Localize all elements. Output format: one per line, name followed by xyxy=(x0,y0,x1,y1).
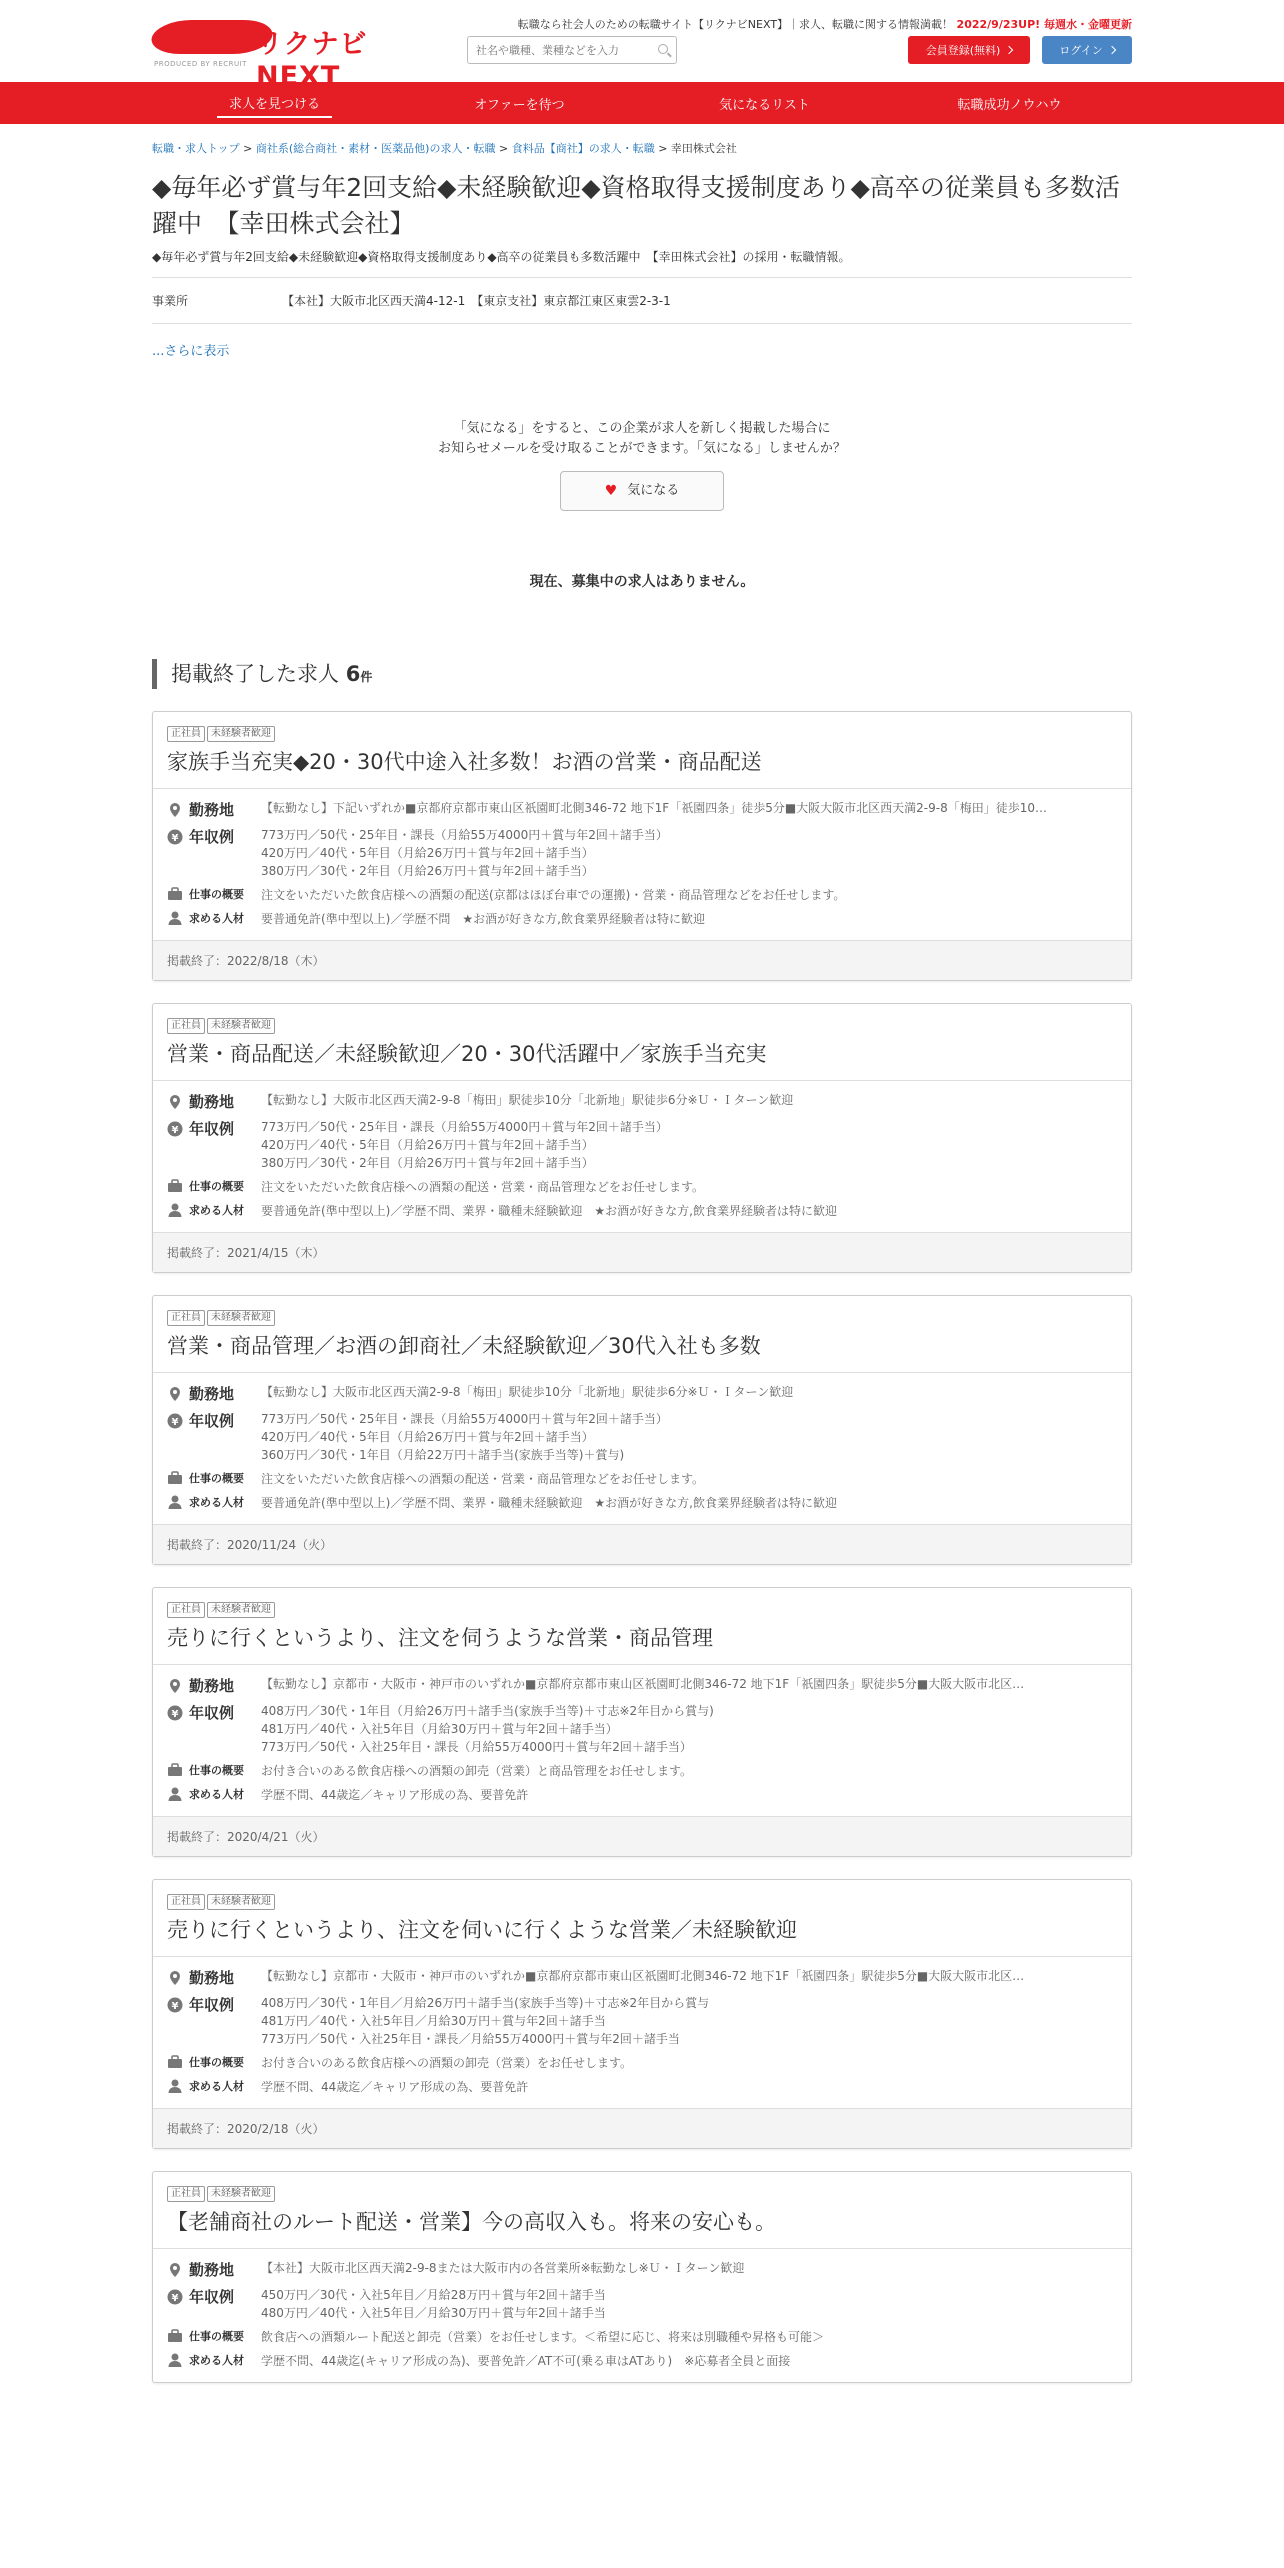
nav-item-favorites[interactable] xyxy=(642,82,887,124)
requirements-label-text: 求める人材 xyxy=(189,1496,244,1509)
briefcase-icon xyxy=(167,2054,183,2070)
breadcrumb-separator: > xyxy=(654,142,671,155)
yen-icon xyxy=(167,1705,183,1721)
yen-icon xyxy=(167,2289,183,2305)
job-card[interactable] xyxy=(152,1003,1132,1273)
yen-icon xyxy=(167,1121,183,1137)
work-label xyxy=(167,886,261,902)
svg-text:¥: ¥ xyxy=(171,2000,179,2012)
breadcrumb-link-top[interactable]: 転職・求人トップ xyxy=(152,142,240,155)
salary-value xyxy=(261,1702,714,1756)
ended-jobs-unit: 件 xyxy=(360,670,373,684)
requirements-label xyxy=(167,1202,261,1218)
requirements-label-text: 求める人材 xyxy=(189,912,244,925)
salary-row xyxy=(167,1118,1117,1172)
requirements-label-text: 求める人材 xyxy=(189,2354,244,2367)
salary-label xyxy=(167,1994,261,2015)
job-card-body xyxy=(153,789,1131,940)
location-label-text: 勤務地 xyxy=(189,801,235,819)
yen-icon xyxy=(167,1997,183,2013)
map-pin-icon xyxy=(167,1386,183,1402)
requirements-label-text: 求める人材 xyxy=(189,1788,244,1801)
work-row xyxy=(167,886,1117,904)
job-card-header xyxy=(153,1296,1131,1373)
salary-label xyxy=(167,1410,261,1431)
follow-button-label: 気になる xyxy=(627,483,680,498)
ended-jobs-count: 6 xyxy=(345,662,361,686)
heart-icon: ♥ xyxy=(604,483,618,499)
svg-text:¥: ¥ xyxy=(171,832,179,844)
job-title[interactable]: 売りに行くというより、注文を伺いに行くような営業／未経験歓迎 xyxy=(167,1918,797,1942)
job-card[interactable] xyxy=(152,1879,1132,2149)
breadcrumb-separator: > xyxy=(239,142,256,155)
salary-row xyxy=(167,1410,1117,1464)
briefcase-icon xyxy=(167,1470,183,1486)
work-row xyxy=(167,1470,1117,1488)
employment-type-tag: 正社員 xyxy=(167,1018,205,1034)
logo-subtext: PRODUCED BY RECRUIT xyxy=(154,60,247,68)
inexperienced-welcome-tag: 未経験者歓迎 xyxy=(207,726,275,742)
work-row xyxy=(167,2054,1117,2072)
location-label xyxy=(167,1383,261,1404)
header-tagline xyxy=(518,16,1132,32)
tagline-text: 転職なら社会人のための転職サイト【リクナビNEXT】｜求人、転職に関する情報満載！ xyxy=(517,18,954,31)
job-title[interactable]: 【老舗商社のルート配送・営業】今の高収入も。将来の安心も。 xyxy=(167,2210,776,2234)
salary-value xyxy=(261,2286,606,2322)
svg-text:¥: ¥ xyxy=(171,1416,179,1428)
work-label xyxy=(167,1762,261,1778)
job-ended-date: 掲載終了：2021/4/15（木） xyxy=(153,1232,1131,1272)
work-value: 注文をいただいた飲食店様への酒類の配送(京都はほぼ台車での運搬)・営業・商品管理などをお任せします。 xyxy=(261,888,846,902)
salary-label-text: 年収例 xyxy=(189,1704,235,1722)
inexperienced-welcome-tag: 未経験者歓迎 xyxy=(207,1310,275,1326)
work-value: 注文をいただいた飲食店様への酒類の配送・営業・商品管理などをお任せします。 xyxy=(261,1472,705,1486)
show-more-link[interactable]: ...さらに表示 xyxy=(152,344,230,359)
job-card-header xyxy=(153,1004,1131,1081)
work-label xyxy=(167,1178,261,1194)
salary-line: 408万円／30代・1年目／月給26万円＋諸手当(家族手当等)＋寸志※2年目から賞与 xyxy=(261,1996,710,2010)
location-label-text: 勤務地 xyxy=(189,2261,235,2279)
job-title[interactable]: 家族手当充実◆20・30代中途入社多数！お酒の営業・商品配送 xyxy=(167,750,762,774)
inexperienced-welcome-tag: 未経験者歓迎 xyxy=(207,2186,275,2202)
job-card-body xyxy=(153,1373,1131,1524)
breadcrumb-current: 幸田株式会社 xyxy=(670,142,737,155)
no-jobs-message: 現在、募集中の求人はありません。 xyxy=(529,574,755,590)
inexperienced-welcome-tag: 未経験者歓迎 xyxy=(207,1894,275,1910)
job-card-body xyxy=(153,1957,1131,2108)
yen-icon xyxy=(167,1413,183,1429)
requirements-label xyxy=(167,2352,261,2368)
salary-line: 773万円／50代・25年目・課長（月給55万4000円＋賞与年2回＋諸手当） xyxy=(261,1412,668,1426)
job-card-body xyxy=(153,1665,1131,1816)
nav-item-label: 求人を見つける xyxy=(217,89,332,118)
logo-text: リクナビNEXT xyxy=(256,29,368,92)
salary-label-text: 年収例 xyxy=(189,1120,235,1138)
location-label-text: 勤務地 xyxy=(189,1385,235,1403)
briefcase-icon xyxy=(167,1178,183,1194)
job-card[interactable] xyxy=(152,711,1132,981)
salary-line: 420万円／40代・5年目（月給26万円＋賞与年2回＋諸手当） xyxy=(261,846,594,860)
employment-type-tag: 正社員 xyxy=(167,726,205,742)
location-value: 【転勤なし】京都市・大阪市・神戸市のいずれか■京都府京都市東山区祇園町北側346-72 地下1F「祇園四条」駅徒歩5分■大阪大阪市北区… xyxy=(261,1969,1025,1983)
search-input[interactable] xyxy=(468,37,648,63)
employment-type-tag: 正社員 xyxy=(167,2186,205,2202)
job-title[interactable]: 売りに行くというより、注文を伺うような営業・商品管理 xyxy=(167,1626,713,1650)
work-label xyxy=(167,1470,261,1486)
site-header xyxy=(152,0,1132,92)
work-label-text: 仕事の概要 xyxy=(189,2056,244,2069)
ended-jobs-title: 掲載終了した求人 xyxy=(171,662,339,686)
svg-text:¥: ¥ xyxy=(171,1124,179,1136)
breadcrumb-link-food[interactable]: 食料品【商社】の求人・転職 xyxy=(511,142,655,155)
work-value: 飲食店への酒類ルート配送と卸売（営業）をお任せします。＜希望に応じ、将来は別職種や昇格も可能＞ xyxy=(261,2330,825,2344)
salary-value xyxy=(261,826,668,880)
salary-label xyxy=(167,826,261,847)
salary-row xyxy=(167,2286,1117,2322)
login-label: ログイン xyxy=(1059,44,1103,57)
work-label-text: 仕事の概要 xyxy=(189,2330,244,2343)
employment-type-tag: 正社員 xyxy=(167,1894,205,1910)
site-logo[interactable] xyxy=(152,16,402,92)
person-icon xyxy=(167,1494,183,1510)
map-pin-icon xyxy=(167,1970,183,1986)
requirements-row xyxy=(167,1786,1117,1804)
salary-line: 481万円／40代・入社5年目／月給30万円＋賞与年2回＋諸手当 xyxy=(261,2014,606,2028)
main-nav xyxy=(0,82,1284,124)
requirements-row xyxy=(167,1494,1117,1512)
salary-line: 360万円／30代・1年目（月給22万円＋諸手当(家族手当等)＋賞与) xyxy=(261,1448,625,1462)
briefcase-icon xyxy=(167,2328,183,2344)
salary-line: 420万円／40代・5年目（月給26万円＋賞与年2回＋諸手当） xyxy=(261,1430,594,1444)
location-value: 【転勤なし】京都市・大阪市・神戸市のいずれか■京都府京都市東山区祇園町北側346-72 地下1F「祇園四条」駅徒歩5分■大阪大阪市北区… xyxy=(261,1677,1025,1691)
nav-item-find-jobs[interactable] xyxy=(152,82,397,124)
job-title[interactable]: 営業・商品配送／未経験歓迎／20・30代活躍中／家族手当充実 xyxy=(167,1042,767,1066)
employment-type-tag: 正社員 xyxy=(167,1310,205,1326)
login-button[interactable] xyxy=(1042,36,1132,64)
requirements-label xyxy=(167,2078,261,2094)
location-row xyxy=(167,2259,1117,2280)
job-card[interactable] xyxy=(152,2171,1132,2383)
register-button[interactable] xyxy=(908,36,1030,64)
work-label-text: 仕事の概要 xyxy=(189,1764,244,1777)
job-ended-date: 掲載終了：2020/2/18（火） xyxy=(153,2108,1131,2148)
follow-text-line1: 「気になる」をすると、この企業が求人を新しく掲載した場合に xyxy=(453,421,831,436)
requirements-value: 学歴不問、44歳迄／キャリア形成の為、要普免許 xyxy=(261,1788,529,1802)
location-value: 【本社】大阪市北区西天満2-9-8または大阪市内の各営業所※転勤なし※Ｕ・Ｉターン歓迎 xyxy=(261,2261,745,2275)
salary-label xyxy=(167,1118,261,1139)
follow-box xyxy=(152,419,1132,511)
job-card-body xyxy=(153,2249,1131,2382)
location-label-text: 勤務地 xyxy=(189,1677,235,1695)
work-row xyxy=(167,1762,1117,1780)
map-pin-icon xyxy=(167,1678,183,1694)
location-label-text: 勤務地 xyxy=(189,1093,235,1111)
requirements-value: 要普通免許(準中型以上)／学歴不問、業界・職種未経験歓迎 ★お酒が好きな方,飲食業界経験者は特に歓迎 xyxy=(261,1496,837,1510)
follow-button[interactable] xyxy=(560,471,724,511)
job-tags xyxy=(167,1310,1117,1326)
job-card[interactable] xyxy=(152,1587,1132,1857)
follow-text-line2: お知らせメールを受け取ることができます。「気になる」しませんか？ xyxy=(438,441,846,456)
inexperienced-welcome-tag: 未経験者歓迎 xyxy=(207,1018,275,1034)
work-label-text: 仕事の概要 xyxy=(189,1180,244,1193)
requirements-value: 要普通免許(準中型以上)／学歴不問 ★お酒が好きな方,飲食業界経験者は特に歓迎 xyxy=(261,912,705,926)
work-value: 注文をいただいた飲食店様への酒類の配送・営業・商品管理などをお任せします。 xyxy=(261,1180,705,1194)
salary-line: 481万円／40代・入社5年目（月給30万円＋賞与年2回＋諸手当） xyxy=(261,1722,618,1736)
breadcrumb-link-trading[interactable]: 商社系(総合商社・素材・医薬品他)の求人・転職 xyxy=(255,142,496,155)
job-list xyxy=(152,711,1132,2383)
salary-label-text: 年収例 xyxy=(189,828,235,846)
job-ended-date: 掲載終了：2022/8/18（木） xyxy=(153,940,1131,980)
work-label xyxy=(167,2054,261,2070)
chevron-right-icon xyxy=(1005,46,1013,54)
search-box xyxy=(467,36,677,64)
salary-line: 450万円／30代・入社5年目／月給28万円＋賞与年2回＋諸手当 xyxy=(261,2288,606,2302)
map-pin-icon xyxy=(167,1094,183,1110)
nav-item-wait-offer[interactable] xyxy=(397,82,642,124)
yen-icon xyxy=(167,829,183,845)
location-value: 【転勤なし】下記いずれか■京都府京都市東山区祇園町北側346-72 地下1F「祇園四条」徒歩5分■大阪大阪市北区西天満2-9-8「梅田」徒歩10… xyxy=(261,801,1048,815)
requirements-row xyxy=(167,2078,1117,2096)
person-icon xyxy=(167,1202,183,1218)
work-value: お付き合いのある飲食店様への酒類の卸売（営業）をお任せします。 xyxy=(261,2056,633,2070)
salary-line: 773万円／50代・入社25年目・課長／月給55万4000円＋賞与年2回＋諸手当 xyxy=(261,2032,680,2046)
location-value: 【転勤なし】大阪市北区西天満2-9-8「梅田」駅徒歩10分「北新地」駅徒歩6分※Ｕ・Ｉターン歓迎 xyxy=(261,1093,794,1107)
work-row xyxy=(167,1178,1117,1196)
person-icon xyxy=(167,2352,183,2368)
breadcrumb-separator: > xyxy=(495,142,512,155)
person-icon xyxy=(167,910,183,926)
requirements-value: 学歴不問、44歳迄／キャリア形成の為、要普免許 xyxy=(261,2080,529,2094)
location-row xyxy=(167,1675,1117,1696)
requirements-row xyxy=(167,1202,1117,1220)
job-tags xyxy=(167,1602,1117,1618)
nav-item-label: 気になるリスト xyxy=(719,97,810,113)
salary-line: 773万円／50代・25年目・課長（月給55万4000円＋賞与年2回＋諸手当） xyxy=(261,1120,668,1134)
work-label-text: 仕事の概要 xyxy=(189,1472,244,1485)
job-ended-date: 掲載終了：2020/11/24（火） xyxy=(153,1524,1131,1564)
job-tags xyxy=(167,726,1117,742)
salary-line: 420万円／40代・5年目（月給26万円＋賞与年2回＋諸手当） xyxy=(261,1138,594,1152)
work-value: お付き合いのある飲食店様への酒類の卸売（営業）と商品管理をお任せします。 xyxy=(261,1764,693,1778)
requirements-row xyxy=(167,2352,1117,2370)
location-row xyxy=(167,1383,1117,1404)
svg-text:¥: ¥ xyxy=(171,2292,179,2304)
work-row xyxy=(167,2328,1117,2346)
requirements-value: 要普通免許(準中型以上)／学歴不問、業界・職種未経験歓迎 ★お酒が好きな方,飲食業界経験者は特に歓迎 xyxy=(261,1204,837,1218)
requirements-value: 学歴不問、44歳迄(キャリア形成の為)、要普免許／AT不可(乗る車はATあり) ※応募者全員と面接 xyxy=(261,2354,791,2368)
salary-line: 773万円／50代・25年目・課長（月給55万4000円＋賞与年2回＋諸手当） xyxy=(261,828,668,842)
job-card-header xyxy=(153,712,1131,789)
job-tags xyxy=(167,2186,1117,2202)
job-card[interactable] xyxy=(152,1295,1132,1565)
office-row xyxy=(152,278,1132,324)
requirements-label xyxy=(167,910,261,926)
location-row xyxy=(167,799,1117,820)
salary-label xyxy=(167,2286,261,2307)
office-value: 【本社】大阪市北区西天満4-12-1 【東京支社】東京都江東区東雲2-3-1 xyxy=(282,294,671,308)
salary-value xyxy=(261,1994,709,2048)
salary-row xyxy=(167,1994,1117,2048)
employment-type-tag: 正社員 xyxy=(167,1602,205,1618)
job-tags xyxy=(167,1018,1117,1034)
requirements-row xyxy=(167,910,1117,928)
job-card-header xyxy=(153,1588,1131,1665)
salary-line: 408万円／30代・1年目（月給26万円＋諸手当(家族手当等)＋寸志※2年目から賞与) xyxy=(261,1704,714,1718)
job-card-body xyxy=(153,1081,1131,1232)
update-notice: 2022/9/23UP! 毎週水・金曜更新 xyxy=(956,18,1132,31)
requirements-label xyxy=(167,1494,261,1510)
job-tags xyxy=(167,1894,1117,1910)
salary-label xyxy=(167,1702,261,1723)
location-row xyxy=(167,1967,1117,1988)
ended-jobs-heading xyxy=(152,659,1132,689)
page-subtitle: ◆毎年必ず賞与年2回支給◆未経験歓迎◆資格取得支援制度あり◆高卒の従業員も多数活躍中 【幸田株式会社】の採用・転職情報。 xyxy=(152,248,1132,278)
salary-value xyxy=(261,1410,668,1464)
salary-line: 773万円／50代・入社25年目・課長（月給55万4000円＋賞与年2回＋諸手当） xyxy=(261,1740,692,1754)
salary-label-text: 年収例 xyxy=(189,1996,235,2014)
location-label xyxy=(167,2259,261,2280)
salary-value xyxy=(261,1118,668,1172)
map-pin-icon xyxy=(167,802,183,818)
person-icon xyxy=(167,2078,183,2094)
requirements-label xyxy=(167,1786,261,1802)
briefcase-icon xyxy=(167,1762,183,1778)
location-row xyxy=(167,1091,1117,1112)
salary-label-text: 年収例 xyxy=(189,2288,235,2306)
work-label xyxy=(167,2328,261,2344)
briefcase-icon xyxy=(167,886,183,902)
location-label xyxy=(167,1675,261,1696)
location-value: 【転勤なし】大阪市北区西天満2-9-8「梅田」駅徒歩10分「北新地」駅徒歩6分※Ｕ・Ｉターン歓迎 xyxy=(261,1385,794,1399)
job-card-header xyxy=(153,2172,1131,2249)
job-card-header xyxy=(153,1880,1131,1957)
requirements-label-text: 求める人材 xyxy=(189,2080,244,2093)
svg-text:¥: ¥ xyxy=(171,1708,179,1720)
person-icon xyxy=(167,1786,183,1802)
location-label xyxy=(167,799,261,820)
job-title[interactable]: 営業・商品管理／お酒の卸商社／未経験歓迎／30代入社も多数 xyxy=(167,1334,761,1358)
register-label: 会員登録(無料) xyxy=(925,44,1001,57)
requirements-label-text: 求める人材 xyxy=(189,1204,244,1217)
office-label: 事業所 xyxy=(152,294,189,308)
location-label xyxy=(167,1091,261,1112)
nav-item-knowhow[interactable] xyxy=(887,82,1132,124)
location-label-text: 勤務地 xyxy=(189,1969,235,1987)
salary-row xyxy=(167,826,1117,880)
salary-row xyxy=(167,1702,1117,1756)
work-label-text: 仕事の概要 xyxy=(189,888,244,901)
page-title: ◆毎年必ず賞与年2回支給◆未経験歓迎◆資格取得支援制度あり◆高卒の従業員も多数活躍中 【幸田株式会社】 xyxy=(152,173,1120,238)
salary-line: 380万円／30代・2年目（月給26万円＋賞与年2回＋諸手当） xyxy=(261,1156,594,1170)
inexperienced-welcome-tag: 未経験者歓迎 xyxy=(207,1602,275,1618)
chevron-right-icon xyxy=(1107,46,1115,54)
salary-line: 380万円／30代・2年目（月給26万円＋賞与年2回＋諸手当） xyxy=(261,864,594,878)
salary-line: 480万円／40代・入社5年目／月給30万円＋賞与年2回＋諸手当 xyxy=(261,2306,606,2320)
job-ended-date: 掲載終了：2020/4/21（火） xyxy=(153,1816,1131,1856)
breadcrumb xyxy=(152,140,1132,156)
nav-item-label: オファーを待つ xyxy=(474,97,565,113)
nav-item-label: 転職成功ノウハウ xyxy=(957,97,1062,113)
search-icon[interactable] xyxy=(658,44,668,54)
map-pin-icon xyxy=(167,2262,183,2278)
location-label xyxy=(167,1967,261,1988)
salary-label-text: 年収例 xyxy=(189,1412,235,1430)
